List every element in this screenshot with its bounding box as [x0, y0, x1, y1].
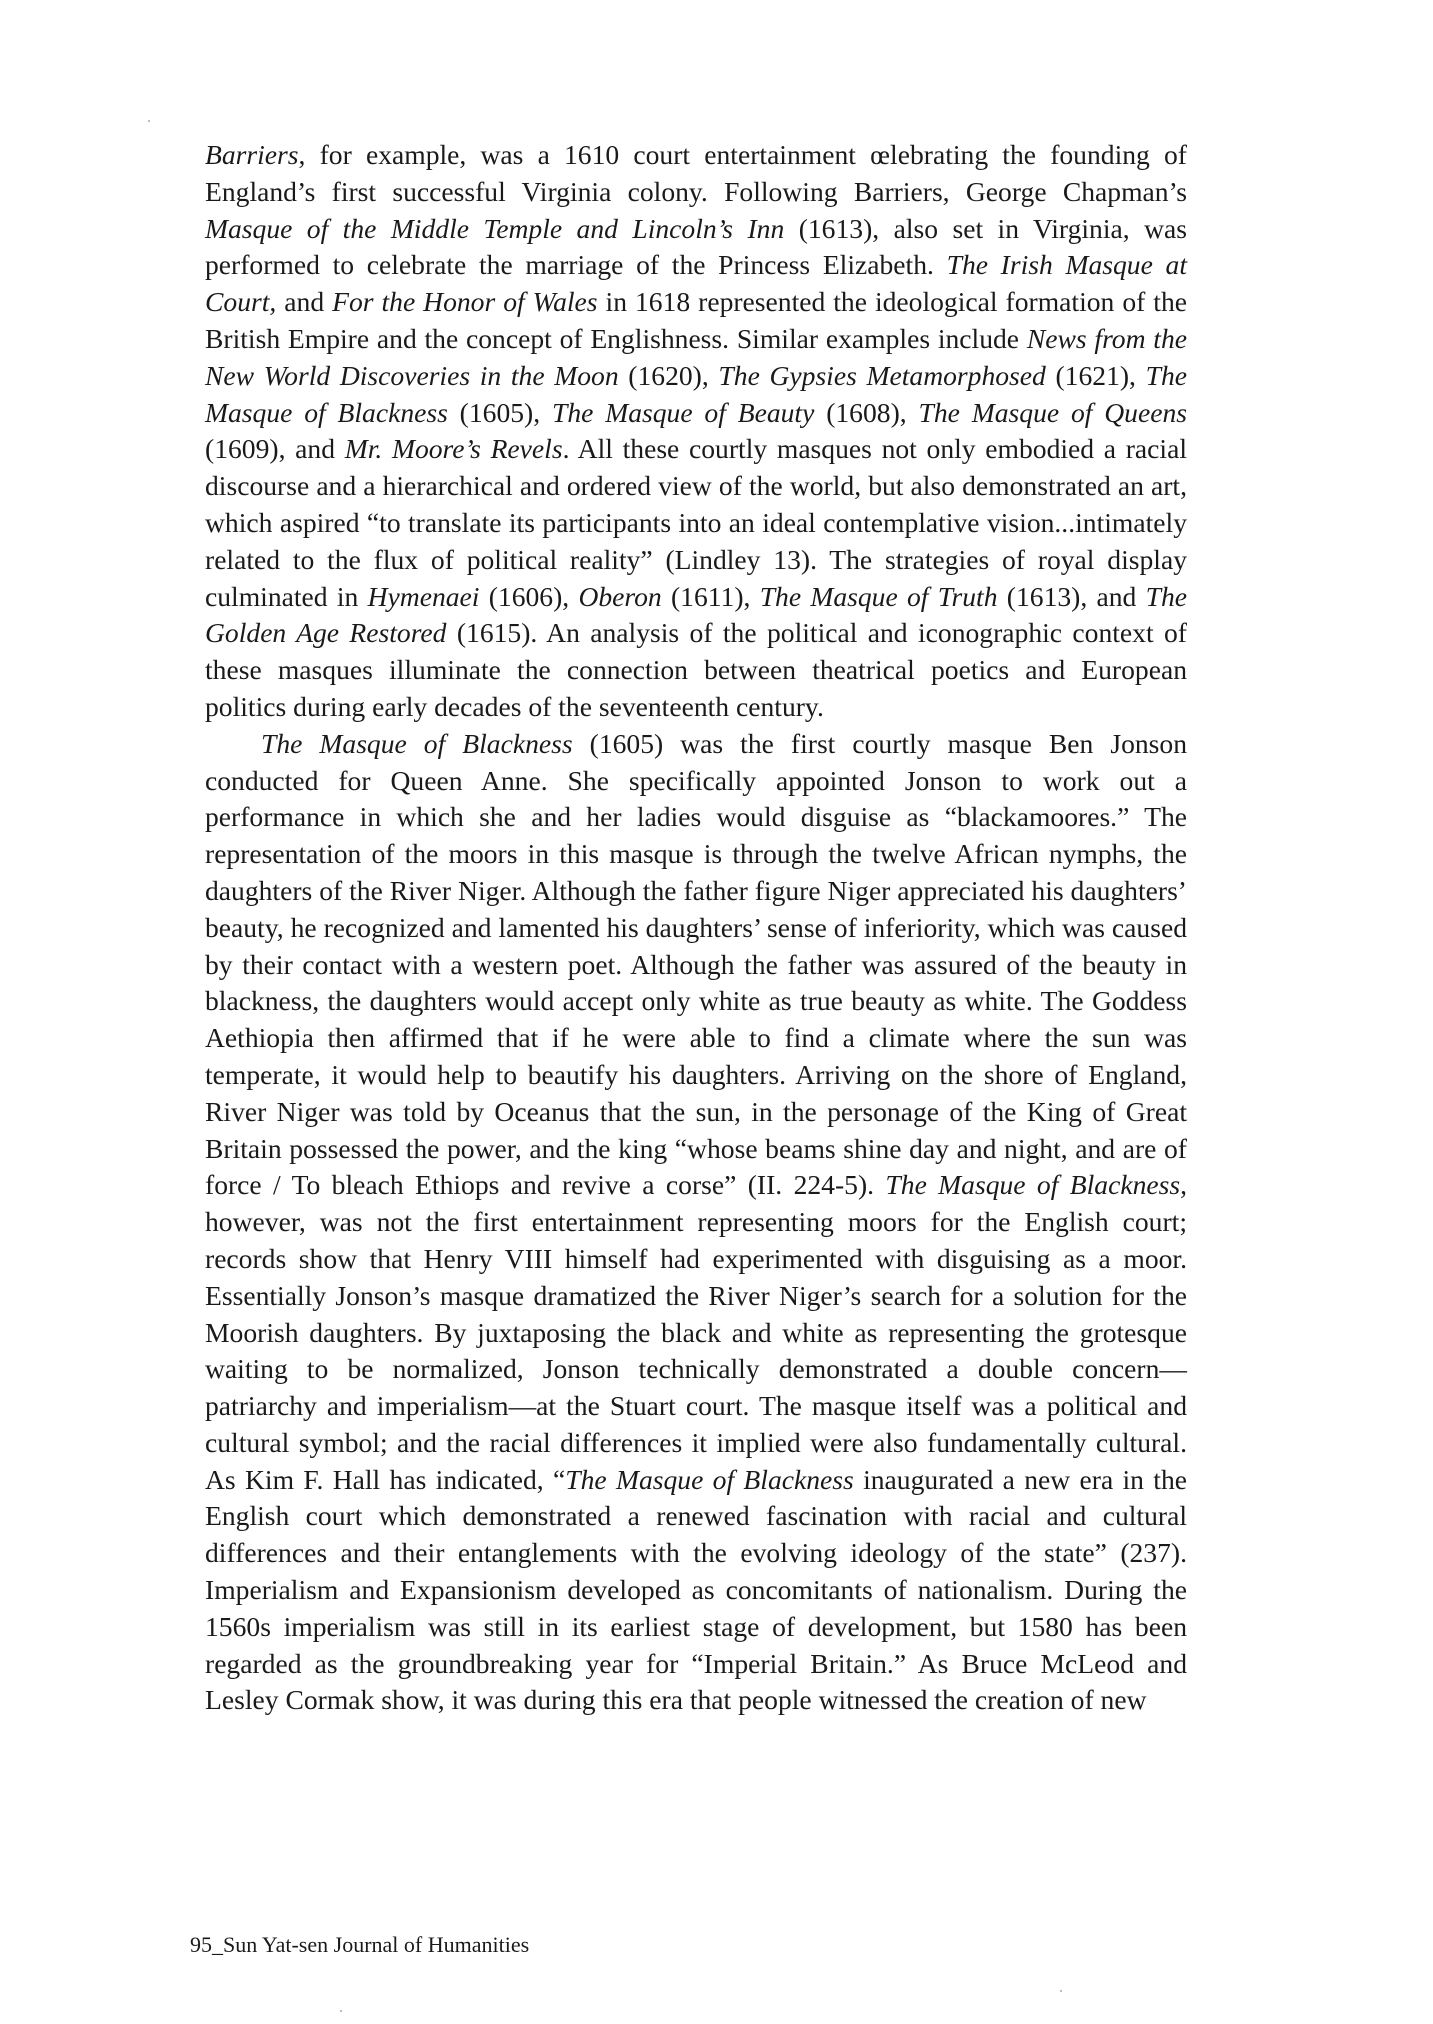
text-run: . All these courtly masques not only embodied a racial discourse and a hierarchical and ordered view of the world, but also demonstrated an art, which aspired “to translate its participants into an ideal contemplative vision...intimately related to the flux of political reality” (Lindley 13). The strategies of royal display culminated in: [205, 433, 1187, 612]
text-run: (1613), also set in Virginia, was performed to celebrate the marriage of the Princess Elizabeth.: [205, 212, 1187, 281]
text-run: Mr. Moore’s Revels: [344, 433, 563, 465]
text-run: (1621),: [1045, 359, 1146, 391]
text-run: and: [276, 286, 333, 318]
text-run: (1605),: [447, 396, 552, 428]
paragraph-1: [205, 137, 1187, 726]
text-run: The Golden Age Restored: [205, 580, 1188, 649]
scan-speck: [340, 2010, 342, 2012]
text-run: Hymenaei: [367, 580, 480, 612]
text-run: The Irish Masque at Court,: [205, 249, 1187, 318]
text-run: , however, was not the first entertainment representing moors for the English court; records show that Henry VIII himself had experimented with disguising as a moor. Essentially Jonson’s masque dramatized the River Niger’s search for a solution for the Moorish daughters. By juxtaposing the black and white as representing the grotesque waiting to be normalized, Jonson technically demonstrated a double concern—patriarchy and imperialism—at the Stuart court. The masque itself was a political and cultural symbol; and the racial differences it implied were also fundamentally cultural. As Kim F. Hall has indicated, “: [205, 1169, 1187, 1495]
text-run: (1608),: [814, 396, 919, 428]
page-footer: 95_Sun Yat-sen Journal of Humanities: [190, 1932, 530, 1957]
text-run: The Masque of Beauty: [552, 396, 815, 428]
text-run: inaugurated a new era in the English court which demonstrated a renewed fascination with racial and cultural differences and their entanglements with the evolving ideology of the state” (237). Imperialism and Expansionism developed as concomitants of nationalism. During the 1560s imperialism was still in its earliest stage of development, but 1580 has been regarded as the groundbreaking year for “Imperial Britain.” As Bruce McLeod and Lesley Cormak show, it was during this era that people witnessed the creation of new: [205, 1463, 1188, 1716]
text-run: The Masque of Blackness: [565, 1463, 854, 1495]
text-run: (1605) was the first courtly masque Ben Jonson conducted for Queen Anne. She specifically appointed Jonson to work out a performance in which she and her ladies would disguise as “blackamoores.” The representation of the moors in this masque is through the twelve African nymphs, the daughters of the River Niger. Although the father figure Niger appreciated his daughters’ beauty, he recognized and lamented his daughters’ sense of inferiority, which was caused by their contact with a western poet. Although the father was assured of the beauty in blackness, the daughters would accept only white as true beauty as white. The Goddess Aethiopia then affirmed that if he were able to find a climate where the sun was temperate, it would help to beautify his daughters. Arriving on the shore of England, River Niger was told by Oceanus that the sun, in the personage of the King of Great Britain possessed the power, and the king “whose beams shine day and night, and are of force / To bleach Ethiops and revive a corse” (II. 224-5).: [205, 727, 1188, 1201]
paragraph-2: [205, 726, 1187, 1720]
scan-speck: [1060, 1990, 1062, 1992]
text-run: Barriers: [205, 139, 299, 170]
text-run: (1611),: [661, 580, 760, 612]
scan-speck: [148, 120, 150, 122]
text-run: , for example, was a 1610 court entertainment œlebrating the founding of England’s first successful Virginia colony. Following Barriers, George Chapman’s: [205, 139, 1187, 207]
text-run: (1615). An analysis of the political and iconographic context of these masques illuminate the connection between theatrical poetics and European politics during early decades of the seventeenth century.: [205, 617, 1187, 722]
text-run: The Masque of Blackness: [205, 359, 1188, 428]
text-run: Oberon: [578, 580, 662, 612]
text-run: (1620),: [618, 359, 719, 391]
text-run: The Masque of Truth: [759, 580, 998, 612]
text-run: in 1618 represented the ideological formation of the British Empire and the concept of Englishness. Similar examples include: [205, 286, 1187, 354]
text-run: (1609), and: [205, 433, 345, 465]
text-run: For the Honor of Wales: [332, 286, 598, 318]
text-run: The Masque of Blackness: [261, 727, 573, 759]
text-run: Masque of the Middle Temple and Lincoln’s Inn: [205, 212, 785, 244]
article-body: [205, 137, 1187, 1719]
text-run: (1606),: [479, 580, 579, 612]
text-run: The Gypsies Metamorphosed: [718, 359, 1046, 391]
text-run: The Masque of Blackness: [885, 1169, 1181, 1201]
text-run: The Masque of Queens: [918, 396, 1188, 428]
text-run: (1613), and: [997, 580, 1146, 612]
text-run: News from the New World Discoveries in the Moon: [205, 322, 1187, 391]
